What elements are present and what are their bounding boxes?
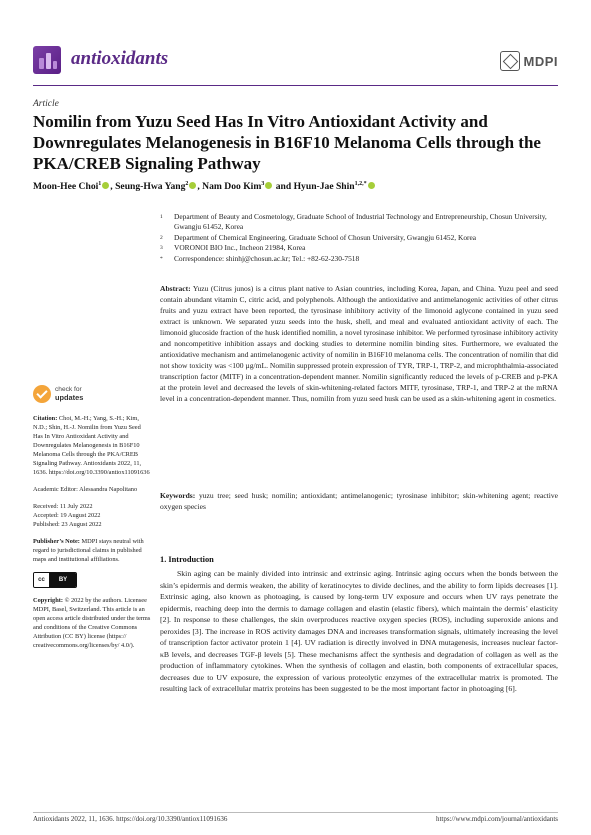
- author-affil-sup: 1,2,*: [354, 181, 367, 187]
- footer-citation[interactable]: Antioxidants 2022, 11, 1636. https://doi.org/10.3390/antiox11091636: [33, 815, 228, 823]
- publisher-note: [33, 537, 151, 564]
- article-type: Article: [33, 99, 59, 109]
- footer-journal-url[interactable]: https://www.mdpi.com/journal/antioxidants: [435, 815, 558, 823]
- publisher-note-label: Publisher’s Note:: [33, 538, 80, 545]
- copyright-text: © 2022 by the authors. Licensee MDPI, Basel, Switzerland. This article is an open access article distributed under the terms and conditions of the Creative Commons Attribution (CC BY) license (https:// creativecommons.org/licenses/by/ 4.0/).: [33, 597, 151, 649]
- author-sep: and: [273, 181, 294, 193]
- header-divider: [33, 85, 558, 86]
- correspondence-row: [160, 254, 558, 264]
- footer-divider: [33, 812, 558, 813]
- accepted-date: Accepted: 19 August 2022: [33, 512, 101, 519]
- author-name[interactable]: Hyun-Jae Shin: [293, 181, 355, 193]
- author-name[interactable]: Nam Doo Kim: [202, 181, 262, 193]
- author-name[interactable]: Moon-Hee Choi: [33, 181, 99, 193]
- orcid-icon[interactable]: [102, 182, 109, 189]
- dates-block: [33, 502, 151, 529]
- journal-header: [33, 40, 558, 80]
- publisher-note-text: MDPI stays neutral with regard to jurisdictional claims in published maps and institutional affiliations.: [33, 538, 144, 563]
- checkmark-icon: [33, 385, 51, 403]
- abstract-label: Abstract:: [160, 284, 191, 293]
- correspondence-text[interactable]: Correspondence: shinhj@chosun.ac.kr; Tel.: +82-62-230-7518: [174, 253, 360, 263]
- published-date: Published: 23 August 2022: [33, 521, 102, 528]
- check-for-updates-button[interactable]: [33, 385, 151, 403]
- academic-editor: Academic Editor: Alessandra Napolitano: [33, 486, 138, 493]
- citation-block: [33, 414, 151, 477]
- copyright-label: Copyright:: [33, 597, 63, 604]
- author-affil-sup: 3: [261, 181, 265, 187]
- affiliation-text: VORONOI BIO Inc., Incheon 21984, Korea: [174, 243, 306, 253]
- keywords-text: yuzu tree; seed husk; nomilin; antioxidant; antimelanogenic; tyrosinase inhibitor; skin-whitening agent; reactive oxygen species: [160, 491, 559, 512]
- author-affil-sup: 2: [185, 181, 189, 187]
- orcid-icon[interactable]: [189, 182, 196, 189]
- affiliation-number: 1: [160, 214, 163, 220]
- affiliations: [160, 212, 558, 264]
- keywords: [160, 490, 558, 512]
- mdpi-logo-icon: [500, 51, 520, 71]
- affiliation-row: [160, 212, 558, 233]
- affiliation-text: Department of Chemical Engineering, Graduate School of Chosun University, Gwangju 61452, Korea: [174, 232, 477, 242]
- introduction-paragraph: Skin aging can be mainly divided into intrinsic and extrinsic aging. Intrinsic aging occurs when the bonds between the skin’s epidermis and dermis weaken, the ability of keratinocytes to divide declines, and the ability to form lipids decreases [1]. Extrinsic aging, also known as photoaging, is caused by long-term UV exposure and occurs when UV rays penetrate the epidermis, reaching deep into the dermis to damage collagen and elastin (elastic fibers), which maintain the dermis’ elasticity [2]. In response to these challenges, the skin overproduces reactive oxygen species (ROS), including superoxide anions and peroxides [3]. The increase in ROS activity damages DNA and increases transformation signals, ultimately increasing the level of transcription factor activator protein 1 [4]. UV radiation is directly involved in DNA mutagenesis, increases nuclear factor-κB levels, and decreases TGF-β levels [5]. These mechanisms affect the synthesis and degradation of collagen as well as the production of inflammatory cytokines. When the synthesis of collagen and elastin, both components of extracellular spaces, decreases due to UV exposure, the expression of various proteolytic enzymes of the extracellular matrix is promoted. The resulting lack of extracellular matrix proteins has been suggested to be the most important factor in photoaging [6].: [160, 569, 558, 693]
- cc-by-license-icon[interactable]: [33, 572, 77, 588]
- article-title: Nomilin from Yuzu Seed Has In Vitro Antioxidant Activity and Downregulates Melanogenesis in B16F10 Melanoma Cells through the PKA/CREB Signaling Pathway: [33, 112, 541, 173]
- publisher-logo[interactable]: [500, 50, 559, 72]
- journal-logo-icon: [33, 46, 61, 74]
- journal-name[interactable]: antioxidants: [71, 48, 169, 69]
- author-affil-sup: 1: [98, 181, 102, 187]
- affiliation-row: [160, 233, 558, 243]
- citation-text[interactable]: Choi, M.-H.; Yang, S.-H.; Kim, N.D.; Shin, H.-J. Nomilin from Yuzu Seed Has In Vitro Antioxidant Activity and Downregulates Melanogenesis in B16F10 Melanoma Cells through the PKA/CREB Signaling Pathway. Antioxidants 2022, 11, 1636. https://doi.org/10.3390/antiox11091636: [33, 415, 150, 476]
- article-sidebar: [33, 385, 151, 658]
- affiliation-number: 2: [160, 234, 163, 241]
- author-name[interactable]: Seung-Hwa Yang: [115, 181, 186, 193]
- section-heading: 1. Introduction: [160, 555, 214, 564]
- author-list: [33, 181, 558, 192]
- cc-icon: cc: [34, 572, 50, 588]
- received-date: Received: 11 July 2022: [33, 503, 93, 510]
- orcid-icon[interactable]: [368, 182, 375, 189]
- check-updates-label: [55, 386, 83, 402]
- check-line2: updates: [55, 393, 84, 402]
- abstract: [160, 283, 558, 405]
- by-icon: BY: [50, 572, 76, 588]
- copyright-block: [33, 596, 151, 650]
- author-sep: ,: [197, 181, 203, 193]
- author-sep: ,: [110, 181, 116, 193]
- affiliation-row: [160, 243, 558, 253]
- affiliation-number: *: [160, 255, 163, 262]
- abstract-text: Yuzu (Citrus junos) is a citrus plant native to Asian countries, including Korea, Japan, and China. Yuzu peel and seed contain abundant vitamin C, citric acid, and polyphenols. Although the antioxidative and antimelanogenic activities of other citrus fruits and yuzu extract have been reported, the tyrosinase inhibitory activity of the limonoid aglycone contained in yuzu seed extract is unknown. We separated yuzu seeds into the husk, shell, and meal and evaluated antioxidant activity of each. The limonoid glucoside fraction of the husk identified nomilin, a novel tyrosinase inhibitor. We performed tyrosinase inhibitory activity and noncompetitive inhibition assays and docking studies to determine nomilin binding sites. Furthermore, we evaluated the antioxidative mechanism and antimelanogenic activity of nomilin in B16F10 melanoma cells. The concentration of nomilin that did not show toxicity was <100 µg/mL. Nomilin suppressed protein expression of TYR, TRP-1, TRP-2, and microphthalmia-associated transcription factor (MITF) in a concentration-dependent manner. Nomilin significantly reduced the levels of p-CREB and p-PKA at the protein level and decreased the levels of skin-whitening-related factors MITF, tyrosinase, TRP-1, and TRP-2 at the mRNA level in a concentration-dependent manner. Thus, nomilin from yuzu seed husk can be used as a skin-whitening agent in cosmetics.: [160, 284, 558, 404]
- orcid-icon[interactable]: [265, 182, 272, 189]
- publisher-name: MDPI: [523, 53, 558, 69]
- citation-label: Citation:: [33, 415, 58, 422]
- affiliation-text: Department of Beauty and Cosmetology, Graduate School of Industrial Technology and Entrepreneurship, Chosun University, Gwangju 61452, Korea: [174, 212, 547, 232]
- keywords-label: Keywords:: [160, 491, 196, 500]
- affiliation-number: 3: [160, 245, 163, 252]
- check-line1: check for: [55, 386, 82, 394]
